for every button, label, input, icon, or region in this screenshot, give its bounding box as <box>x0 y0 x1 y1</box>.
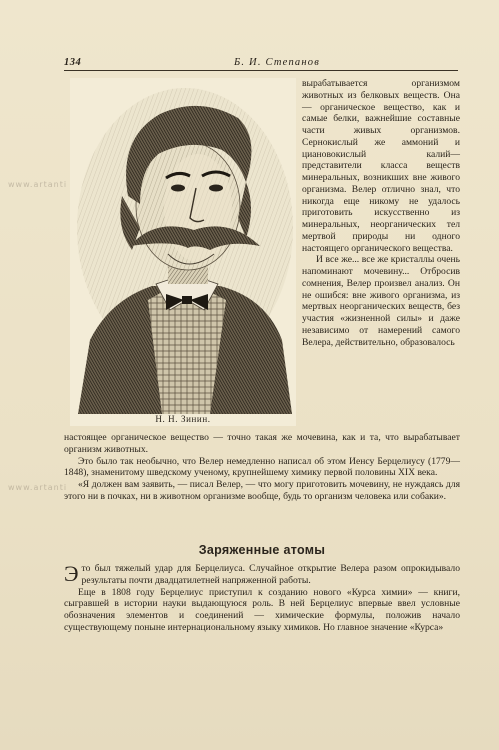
section-paragraph <box>64 563 460 587</box>
column-paragraph: вырабатывается организмом животных из белковых веществ. Она — органическое вещество, как и самые белки, важнейшие составные части живых организмов. Сернокислый же аммоний и циановокислый калий—представители класса веществ минеральных, возникших вне живого организма. Велер отлично знал, что никогда еще никому не удалось приготовить искусственно из минеральных, неорганических тел мертвой природы ни одного настоящего органического вещества. <box>302 78 460 254</box>
header-rule <box>64 70 458 71</box>
running-header <box>64 57 458 71</box>
body-paragraph: «Я должен вам заявить, — писал Велер, — что могу приготовить мочевину, не нуждаясь для этого ни в почках, ни в животном организме вообще, будь то организм человека или собаки». <box>64 479 460 502</box>
column-paragraph: И все же... все же кристаллы очень напоминают мочевину... Отбросив сомнения, Велер произвел анализ. Он не ошибся: вне живого организма, из мертвых неорганических веществ, без участия «жизненной силы» и даже независимо от намерений самого Велера, действительно, образовалось <box>302 254 460 348</box>
section-paragraph-text: то был тяжелый удар для Берцелиуса. Случайное открытие Велера разом опрокидывало результаты почти двадцатилетней напряженной работы. <box>81 563 460 586</box>
portrait-caption: Н. Н. Зинин. <box>155 414 211 424</box>
right-column <box>302 78 460 348</box>
section-title: Заряженные атомы <box>198 543 326 557</box>
portrait-illustration <box>70 78 296 414</box>
body-paragraph: Это было так необычно, что Велер немедленно написал об этом Иенсу Берцелиусу (1779—1848), знаменитому шведскому ученому, крупнейшему химику первой половины XIX века. <box>64 455 460 479</box>
watermark: www.artanti <box>8 180 68 189</box>
section-body <box>64 563 460 634</box>
watermark: www.artanti <box>8 483 68 492</box>
body-text <box>64 432 460 503</box>
drop-cap: Э <box>64 561 79 586</box>
section-paragraph: Еще в 1808 году Берцелиус приступил к созданию нового «Курса химии» — книги, сыгравшей в истории науки выдающуюся роль. В ней Берцелиус впервые ввел условные обозначения элементов и соединений — химические формулы, положив начало существующему поныне интернациональному языку химиков. Но главное значение «Курса» <box>64 586 460 633</box>
page-number: 134 <box>64 57 82 68</box>
body-paragraph: настоящее органическое вещество — точно такая же мочевина, как и та, что вырабатывает организм животных. <box>64 432 460 455</box>
running-head-author: Б. И. Степанов <box>234 57 320 68</box>
portrait-engraving <box>70 78 296 426</box>
